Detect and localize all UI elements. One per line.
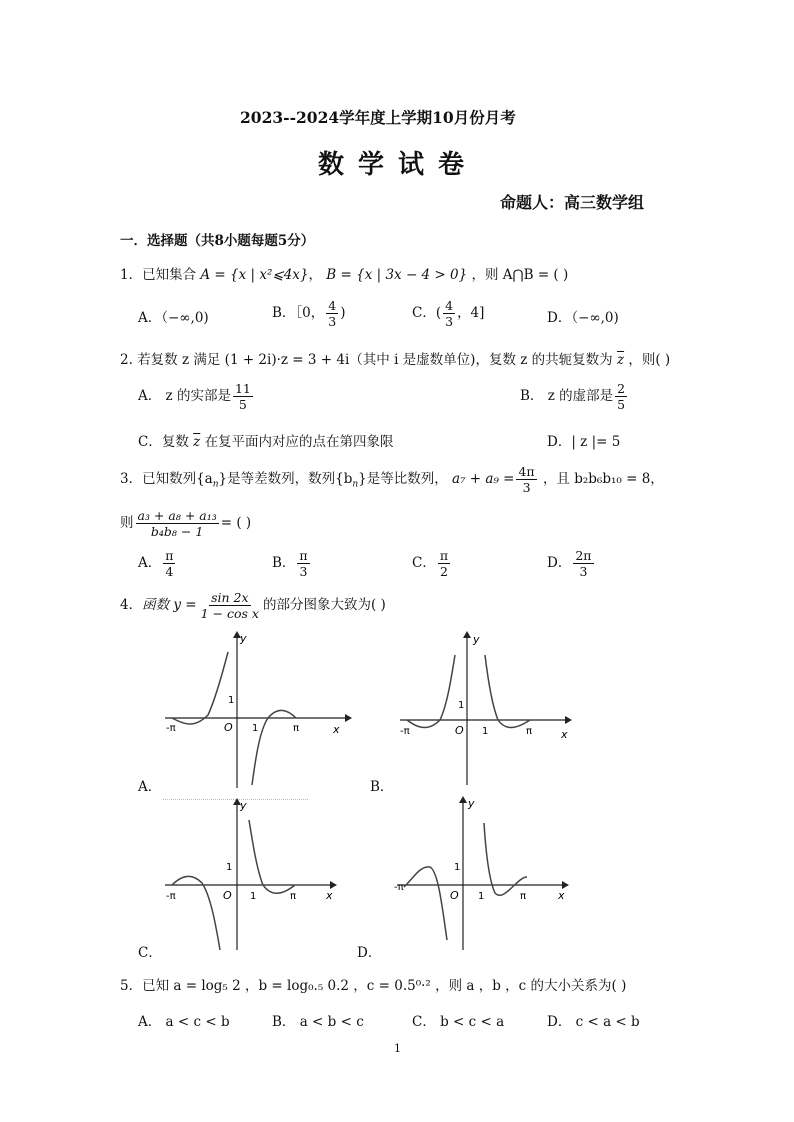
- q3-option-b: [272, 548, 312, 579]
- graph-c-x: x: [326, 889, 333, 902]
- graph-a-neg-pi: -π: [166, 723, 176, 734]
- q1-pre: 已知集合: [142, 267, 197, 283]
- q1-c-frac-d: 3: [445, 314, 454, 329]
- q3-text1: 已知数列{a: [142, 471, 213, 487]
- q2-number: 2.: [120, 352, 133, 368]
- q3-c-d: 2: [439, 564, 448, 579]
- graph-a: [160, 630, 360, 790]
- q3-a-label: A．: [138, 555, 162, 571]
- q3-eq1: a₇ + a₉ =: [452, 471, 515, 487]
- q2-text1: 若复数 z 满足 (1 + 2i)·z = 3 + 4i（其中 i 是虚数单位)，复数 z 的共轭复数为: [137, 352, 613, 368]
- q3-text1b: }是等差数列，数列{b: [218, 471, 353, 487]
- q2-text2: ，则( ): [628, 352, 671, 368]
- q3-eq1-frac: [516, 464, 536, 495]
- q3-d-n: 2π: [575, 548, 592, 563]
- q4-frac: [199, 590, 261, 621]
- q5-option-c: C． b < c < a: [412, 1014, 505, 1030]
- q2-a-frac: [233, 381, 253, 412]
- q1-setB: B = {x | 3x − 4 > 0}: [326, 267, 468, 283]
- q3-option-a: [138, 548, 177, 579]
- graph-a-one-x: 1: [252, 723, 259, 734]
- q3-option-c: [412, 548, 452, 579]
- question-3: 3．已知数列$\{a_n\}$是等差数列，数列$\{b_n\}$是等比数列， a₇ + a₉ = $\frac{4\pi}{3}$ ，且 b₂b₆b₁₀ = 8，: [120, 464, 664, 495]
- exam-title: 2023--2024学年度上学期10月份月考: [240, 108, 516, 127]
- graph-b-one-y: 1: [458, 700, 465, 711]
- q5-option-a: A． a < c < b: [138, 1014, 230, 1030]
- graph-b: [395, 630, 595, 790]
- q3-b-n: π: [299, 548, 308, 563]
- graph-a-y: y: [240, 632, 247, 645]
- graph-b-o: O: [455, 724, 464, 737]
- q1-b-frac: [326, 298, 338, 329]
- q2-b-frac-d: 5: [617, 397, 626, 412]
- graph-c: [160, 795, 360, 955]
- q2-option-a: [138, 381, 255, 412]
- q2-b-label: B． z 的虚部是: [520, 388, 614, 404]
- graph-b-x: x: [561, 728, 568, 741]
- question-4: [120, 590, 386, 621]
- q3-eq1-frac-n: 4π: [518, 464, 535, 479]
- q3-d-frac: [573, 548, 593, 579]
- q1-b-label: B．［0，: [272, 305, 325, 321]
- graph-c-o: O: [223, 889, 232, 902]
- graph-a-one-y: 1: [228, 695, 235, 706]
- graph-c-one-x: 1: [250, 891, 257, 902]
- q2-b-frac: [615, 381, 627, 412]
- graph-d-y: y: [468, 797, 475, 810]
- q3-main-frac-n: a₃ + a₈ + a₁₃: [137, 508, 217, 523]
- q2-a-frac-n: 11: [234, 381, 251, 396]
- graph-a-pi: π: [293, 723, 300, 734]
- question-1: [120, 263, 568, 283]
- graph-c-y: y: [240, 799, 247, 812]
- question-2: [120, 348, 670, 368]
- q2-a-label: A． z 的实部是: [138, 388, 231, 404]
- q4-pre: 函数 y =: [142, 597, 197, 613]
- q1-option-d: D．（−∞,0): [547, 310, 619, 326]
- q3-eq1-frac-d: 3: [522, 480, 531, 495]
- q1-b-frac-d: 3: [328, 314, 337, 329]
- q3-b-d: 3: [299, 564, 308, 579]
- graph-d-o: O: [450, 889, 459, 902]
- q5-option-b: B． a < b < c: [272, 1014, 364, 1030]
- q1-setA: A = {x | x²⩽4x}: [200, 267, 309, 283]
- q1-c-label: C．(: [412, 305, 442, 321]
- q3-c-label: C．: [412, 555, 436, 571]
- q3-tail: = ( ): [220, 515, 252, 531]
- graph-c-label: C．: [138, 945, 162, 961]
- q4-frac-d: 1 − cos x: [200, 606, 259, 621]
- q3-c-frac: [438, 548, 450, 579]
- graph-d-one-y: 1: [454, 862, 461, 873]
- q3-d-label: D．: [547, 555, 572, 571]
- q2-c-zbar: $\overline{z}$: [193, 434, 201, 450]
- q1-b-frac-n: 4: [328, 298, 337, 313]
- q4-number: 4．: [120, 597, 143, 613]
- q3-d-d: 3: [579, 564, 588, 579]
- question-5: [120, 974, 626, 994]
- graph-c-pi: π: [290, 891, 297, 902]
- q2-a-frac-d: 5: [238, 397, 247, 412]
- graph-b-y: y: [473, 633, 480, 646]
- q1-option-b: [272, 298, 346, 329]
- q1-option-a: A．（−∞,0): [138, 310, 209, 326]
- q3-b-frac: [297, 548, 309, 579]
- q3-a-frac: [163, 548, 175, 579]
- graph-d-pi: π: [520, 891, 527, 902]
- graph-d-neg-pi: -π: [394, 882, 404, 893]
- q1-c-frac-n: 4: [445, 298, 454, 313]
- q5-number: 5．: [120, 978, 143, 994]
- q2-option-d: D．| z |= 5: [547, 434, 621, 450]
- q3-option-d: [547, 548, 596, 579]
- graph-d-one-x: 1: [478, 891, 485, 902]
- q1-b-end: ): [340, 305, 346, 321]
- q2-zbar: $\overline{z}$: [616, 352, 625, 368]
- q3-main-frac-d: b₄b₈ − 1: [150, 524, 204, 539]
- graph-d: [392, 795, 592, 955]
- q1-number: 1．: [120, 267, 143, 283]
- q3-ze: 则: [120, 515, 134, 531]
- q3-line2: [120, 508, 251, 539]
- graph-b-neg-pi: -π: [400, 726, 410, 737]
- graph-b-pi: π: [526, 726, 533, 737]
- graph-a-x: x: [333, 723, 340, 736]
- q5-text: 已知 a = log₅ 2 ，b = log₀.₅ 0.2 ，c = 0.5⁰·² ，则 a ，b ，c 的大小关系为( ): [142, 978, 627, 994]
- q1-c-frac: [443, 298, 455, 329]
- graph-b-label: B．: [370, 779, 394, 795]
- q2-option-c: [138, 430, 394, 450]
- q5-option-d: D． c < a < b: [547, 1014, 640, 1030]
- graph-a-o: O: [224, 721, 233, 734]
- q4-frac-n: sin 2x: [211, 590, 249, 605]
- q3-c-n: π: [439, 548, 449, 563]
- graph-b-one-x: 1: [482, 726, 489, 737]
- q4-post: 的部分图象大致为( ): [262, 597, 386, 613]
- graph-c-one-y: 1: [226, 862, 233, 873]
- q2-option-b: [520, 381, 629, 412]
- q3-b-label: B．: [272, 555, 296, 571]
- q3-number: 3．: [120, 471, 143, 487]
- graph-d-label: D．: [357, 945, 382, 961]
- q2-c-label: C．复数: [138, 434, 189, 450]
- q3-text2: ，且 b₂b₆b₁₀ = 8，: [542, 471, 664, 487]
- graph-c-neg-pi: -π: [166, 891, 176, 902]
- q1-c-end: ，4]: [457, 305, 485, 321]
- page-number: 1: [394, 1042, 401, 1055]
- q3-text1c: }是等比数列，: [358, 471, 448, 487]
- q3-a-n: π: [165, 548, 174, 563]
- graph-d-x: x: [558, 889, 565, 902]
- q3-main-frac: [136, 508, 219, 539]
- q1-sep: ，: [308, 267, 322, 283]
- author-line: 命题人：高三数学组: [500, 193, 645, 212]
- q1-option-c: [412, 298, 484, 329]
- q3-a-d: 4: [165, 564, 174, 579]
- q1-post: ，则 A⋂B = ( ): [471, 267, 569, 283]
- subject-title: 数学试卷: [318, 150, 479, 180]
- section-title: 一．选择题（共8小题每题5分）: [120, 233, 315, 249]
- q2-b-frac-n: 2: [617, 381, 626, 396]
- q2-c-text: 在复平面内对应的点在第四象限: [204, 434, 394, 450]
- graph-a-label: A．: [138, 779, 162, 795]
